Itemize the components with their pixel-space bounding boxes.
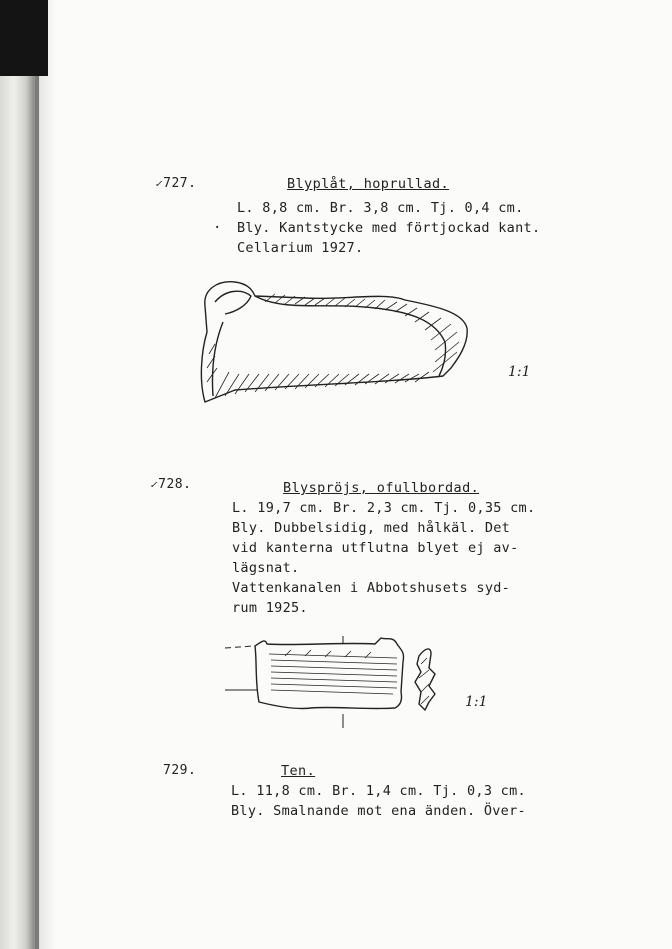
checkmark-icon: ✓ — [150, 478, 158, 491]
entry-728-title: Blyspröjs, ofullbordad. — [283, 480, 480, 496]
binding-shadow — [0, 0, 48, 76]
entry-728-location-1: Vattenkanalen i Abbotshusets syd- — [232, 580, 511, 596]
entry-727-scale: 1:1 — [508, 364, 531, 380]
entry-728-measurements: L. 19,7 cm. Br. 2,3 cm. Tj. 0,35 cm. — [232, 500, 536, 516]
margin-dot: . — [213, 216, 222, 232]
book-spine — [0, 0, 56, 949]
entry-727-number: ✓727. — [155, 176, 197, 191]
entry-727-title: Blyplåt, hoprullad. — [287, 176, 450, 192]
lead-came-drawing — [225, 632, 450, 732]
entry-728-description-3: lägsnat. — [232, 560, 300, 576]
entry-728-description-1: Bly. Dubbelsidig, med hålkäl. Det — [232, 520, 511, 536]
checkmark-icon: ✓ — [155, 177, 163, 190]
entry-729-title: Ten. — [281, 763, 316, 779]
entry-728-scale: 1:1 — [465, 694, 488, 710]
entry-727-measurements: L. 8,8 cm. Br. 3,8 cm. Tj. 0,4 cm. — [237, 200, 524, 216]
entry-729-number: 729. — [163, 763, 197, 778]
entry-728-location-2: rum 1925. — [232, 600, 308, 616]
entry-729-measurements: L. 11,8 cm. Br. 1,4 cm. Tj. 0,3 cm. — [231, 783, 526, 799]
entry-728-description-2: vid kanterna utflutna blyet ej av- — [232, 540, 519, 556]
entry-727-description: Bly. Kantstycke med förtjockad kant. — [237, 220, 541, 236]
entry-727-location: Cellarium 1927. — [237, 240, 364, 256]
gutter-line — [35, 76, 39, 949]
lead-plate-drawing — [195, 272, 475, 412]
entry-729-description: Bly. Smalnande mot ena änden. Över- — [231, 803, 526, 819]
entry-728-number: ✓728. — [150, 477, 192, 492]
